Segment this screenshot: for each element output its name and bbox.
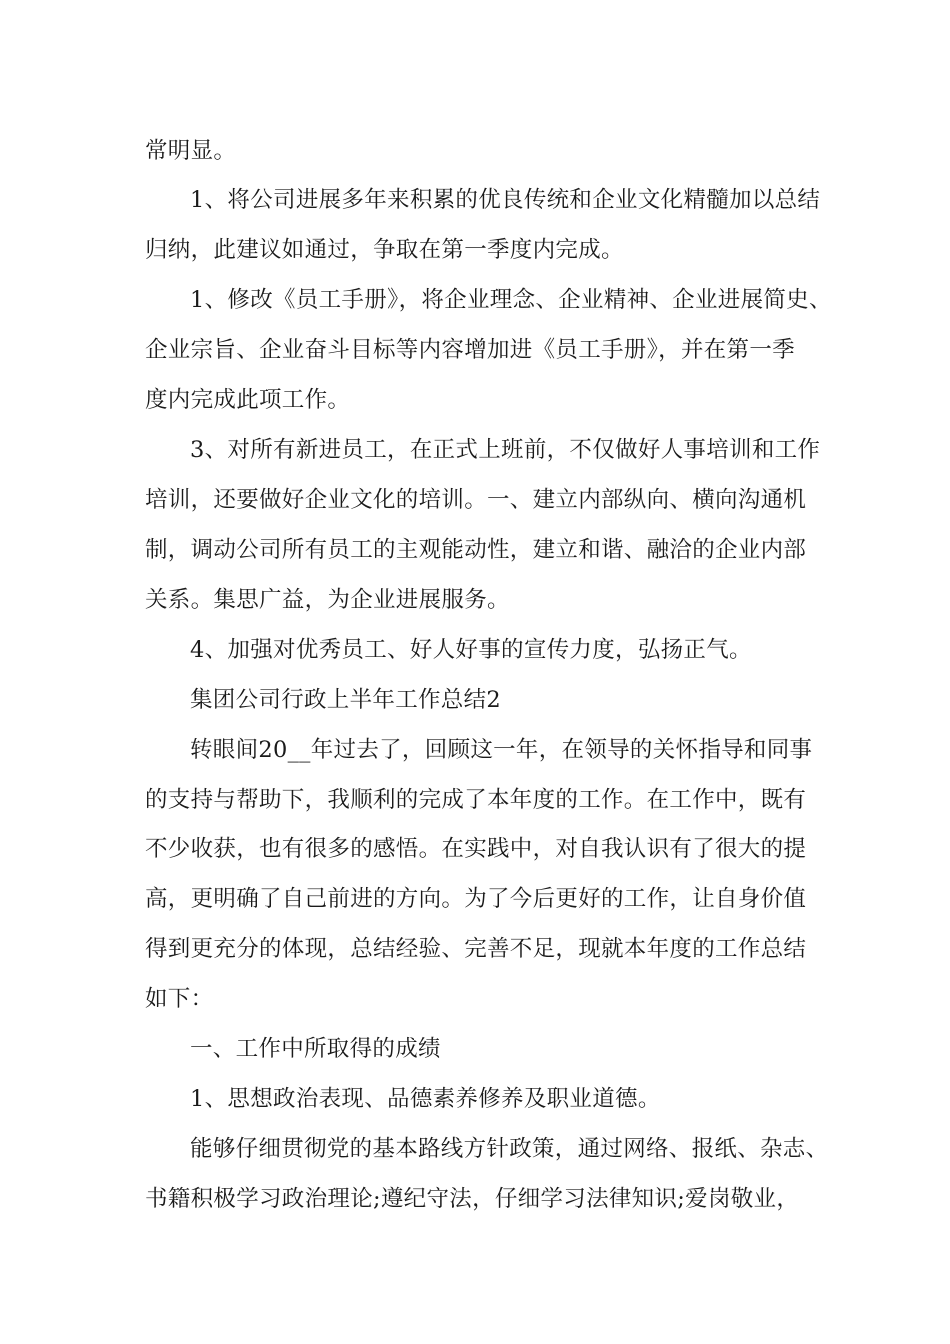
text-line: 转眼间20__年过去了，回顾这一年，在领导的关怀指导和同事 — [190, 737, 813, 763]
text-line: 能够仔细贯彻党的基本路线方针政策，通过网络、报纸、杂志、 — [190, 1136, 829, 1162]
subsection-heading: 一、工作中所取得的成绩 — [190, 1036, 441, 1062]
text-line: 1、思想政治表现、品德素养修养及职业道德。 — [190, 1086, 661, 1112]
text-line: 的支持与帮助下，我顺利的完成了本年度的工作。在工作中，既有 — [145, 787, 807, 813]
text-line: 书籍积极学习政治理论;遵纪守法，仔细学习法律知识;爱岗敬业， — [145, 1186, 800, 1212]
section-heading: 集团公司行政上半年工作总结2 — [190, 687, 502, 713]
text-line: 度内完成此项工作。 — [145, 387, 351, 413]
text-line: 制，调动公司所有员工的主观能动性，建立和谐、融洽的企业内部 — [145, 537, 807, 563]
text-line: 不少收获，也有很多的感悟。在实践中，对自我认识有了很大的提 — [145, 836, 807, 862]
text-line: 高，更明确了自己前进的方向。为了今后更好的工作，让自身价值 — [145, 886, 807, 912]
text-line: 归纳，此建议如通过，争取在第一季度内完成。 — [145, 237, 624, 263]
text-line: 如下： — [145, 986, 214, 1012]
text-line: 常明显。 — [145, 138, 237, 164]
text-line: 得到更充分的体现，总结经验、完善不足，现就本年度的工作总结 — [145, 936, 807, 962]
text-line: 企业宗旨、企业奋斗目标等内容增加进《员工手册》，并在第一季 — [145, 337, 795, 363]
text-line: 3、对所有新进员工，在正式上班前，不仅做好人事培训和工作 — [190, 437, 821, 463]
text-line: 4、加强对优秀员工、好人好事的宣传力度，弘扬正气。 — [190, 637, 752, 663]
text-line: 1、将公司进展多年来积累的优良传统和企业文化精髓加以总结 — [190, 187, 821, 213]
text-line: 培训，还要做好企业文化的培训。一、建立内部纵向、横向沟通机 — [145, 487, 807, 513]
text-line: 1、修改《员工手册》，将企业理念、企业精神、企业进展简史、 — [190, 287, 832, 313]
text-line: 关系。集思广益，为企业进展服务。 — [145, 587, 510, 613]
